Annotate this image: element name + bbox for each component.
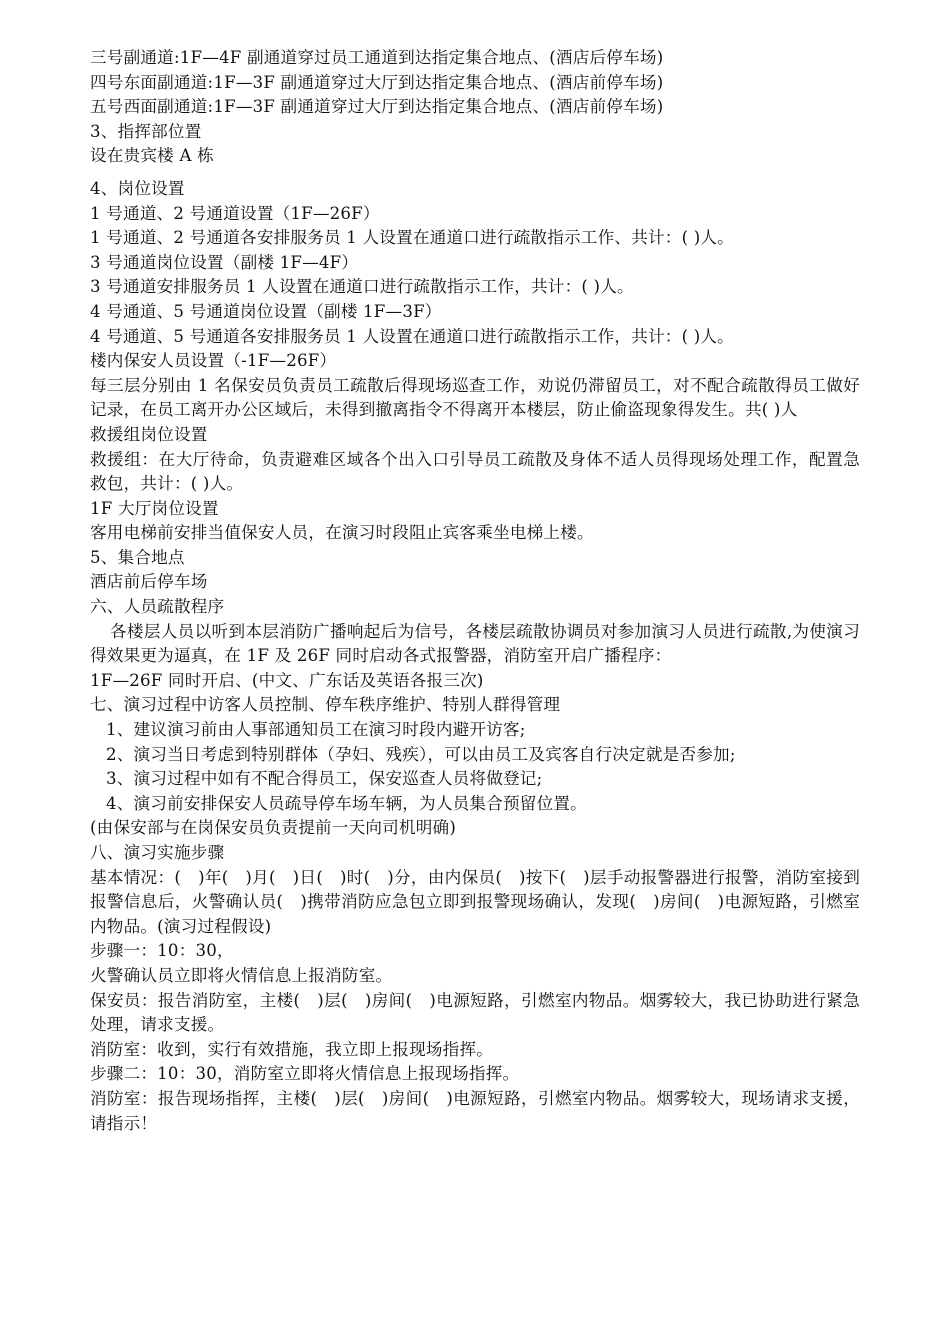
text-line: 1F 大厅岗位设置: [90, 498, 219, 518]
text-line: 1F—26F 同时开启、(中文、广东话及英语各报三次): [90, 670, 484, 690]
section-heading: 六、人员疏散程序: [90, 597, 225, 617]
text-line: 酒店前后停车场: [90, 572, 208, 592]
paragraph: 每三层分别由 1 名保安员负责员工疏散后得现场巡查工作，劝说仍滞留员工，对不配合疏散得员工做好记录，在员工离开办公区域后，未得到撤离指令不得离开本楼层，防止偷盗现象得发生。共( )人: [90, 375, 860, 420]
paragraph: 保安员：报告消防室，主楼( )层( )房间( )电源短路，引燃室内物品。烟雾较大，我已协助进行紧急处理，请求支援。: [90, 990, 860, 1035]
text-line: 1 号通道、2 号通道设置（1F—26F）: [90, 203, 380, 223]
list-item: 1、建议演习前由人事部通知员工在演习时段内避开访客;: [106, 720, 526, 740]
text-line: (由保安部与在岗保安员负责提前一天向司机明确): [90, 818, 457, 838]
text-line: 1 号通道、2 号通道各安排服务员 1 人设置在通道口进行疏散指示工作、共计：( )人。: [90, 228, 734, 248]
text-line: 火警确认员立即将火情信息上报消防室。: [90, 965, 393, 985]
section-heading: 八、演习实施步骤: [90, 843, 225, 862]
text-line: 三号副通道:1F—4F 副通道穿过员工通道到达指定集合地点、(酒店后停车场): [90, 48, 664, 67]
section-heading: 七、演习过程中访客人员控制、停车秩序维护、特别人群得管理: [90, 695, 561, 715]
text-line: 客用电梯前安排当值保安人员，在演习时段阻止宾客乘坐电梯上楼。: [90, 523, 594, 543]
section-heading: 3、指挥部位置: [90, 121, 202, 141]
section-heading: 5、集合地点: [90, 547, 185, 567]
text-line: 楼内保安人员设置（-1F—26F）: [90, 351, 337, 371]
text-line: 3 号通道安排服务员 1 人设置在通道口进行疏散指示工作，共计：( )人。: [90, 277, 634, 297]
text-line: 五号西面副通道:1F—3F 副通道穿过大厅到达指定集合地点、(酒店前停车场): [90, 97, 664, 117]
list-item: 4、演习前安排保安人员疏导停车场车辆，为人员集合预留位置。: [106, 793, 587, 813]
text-line: 四号东面副通道:1F—3F 副通道穿过大厅到达指定集合地点、(酒店前停车场): [90, 72, 664, 92]
paragraph: 基本情况：( )年( )月( )日( )时( )分，由内保员( )按下( )层手动报警器进行报警，消防室接到报警信息后，火警确认员( )携带消防应急包立即到报警现场确认，发现( )房间( )电源短路，引燃室内物品。(演习过程假设): [90, 867, 860, 936]
text-line: 步骤二：10：30，消防室立即将火情信息上报现场指挥。: [90, 1064, 520, 1084]
text-line: 消防室：收到，实行有效措施，我立即上报现场指挥。: [90, 1039, 494, 1059]
paragraph: 救援组：在大厅待命，负责避难区域各个出入口引导员工疏散及身体不适人员得现场处理工作，配置急救包，共计：( )人。: [90, 449, 860, 494]
list-item: 2、演习当日考虑到特别群体（孕妇、残疾），可以由员工及宾客自行决定就是否参加;: [106, 744, 736, 764]
paragraph: 各楼层人员以听到本层消防广播响起后为信号，各楼层疏散协调员对参加演习人员进行疏散,为使演习得效果更为逼真，在 1F 及 26F 同时启动各式报警器，消防室开启广播程序：: [90, 621, 860, 666]
text-line: 设在贵宾楼 A 栋: [90, 146, 214, 166]
text-line: 救援组岗位设置: [90, 424, 208, 444]
text-line: 4 号通道、5 号通道岗位设置（副楼 1F—3F）: [90, 301, 442, 321]
text-line: 步骤一：10：30，: [90, 941, 234, 961]
text-line: 3 号通道岗位设置（副楼 1F—4F）: [90, 252, 359, 272]
text-line: 4 号通道、5 号通道各安排服务员 1 人设置在通道口进行疏散指示工作，共计：( )人。: [90, 326, 734, 346]
paragraph: 消防室：报告现场指挥，主楼( )层( )房间( )电源短路，引燃室内物品。烟雾较大，现场请求支援，请指示！: [90, 1088, 860, 1133]
section-heading: 4、岗位设置: [90, 178, 185, 198]
document-page: [90, 46, 860, 1136]
list-item: 3、演习过程中如有不配合得员工，保安巡查人员将做登记;: [106, 769, 543, 789]
